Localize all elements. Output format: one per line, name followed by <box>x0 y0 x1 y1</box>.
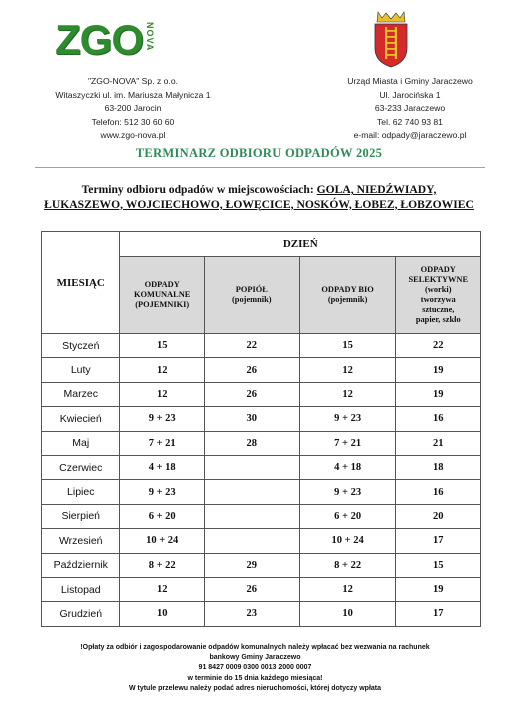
month-cell: Sierpień <box>42 504 120 528</box>
bio-cell: 4 + 18 <box>299 455 396 479</box>
day-column-header: DZIEŃ <box>120 232 481 257</box>
popiol-cell <box>204 480 299 504</box>
selektywne-cell: 19 <box>396 577 481 601</box>
popiol-cell: 26 <box>204 358 299 382</box>
office-phone: Tel. 62 740 93 81 <box>377 116 443 127</box>
office-postcode: 63-233 Jaraczewo <box>374 103 446 114</box>
col-header-selektywne <box>396 257 481 334</box>
title-divider <box>35 167 485 168</box>
bio-cell: 8 + 22 <box>299 553 396 577</box>
komunalne-cell: 10 + 24 <box>120 529 204 553</box>
month-cell: Czerwiec <box>42 455 120 479</box>
col-header-line: ODPADY BIO <box>321 285 374 294</box>
table-row <box>42 480 481 504</box>
zgo-nova-logo <box>55 16 155 64</box>
popiol-cell: 30 <box>204 407 299 431</box>
komunalne-cell: 9 + 23 <box>120 407 204 431</box>
bio-cell: 12 <box>299 577 396 601</box>
komunalne-cell: 12 <box>120 382 204 406</box>
table-row <box>42 382 481 406</box>
popiol-cell: 26 <box>204 577 299 601</box>
komunalne-cell: 10 <box>120 602 204 626</box>
month-column-header: MIESIĄC <box>42 232 120 334</box>
popiol-cell: 29 <box>204 553 299 577</box>
col-header-line: KOMUNALNE <box>134 290 191 299</box>
bio-cell: 9 + 23 <box>299 407 396 431</box>
month-cell: Luty <box>42 358 120 382</box>
popiol-cell: 22 <box>204 334 299 358</box>
table-row <box>42 455 481 479</box>
note-line: !Opłaty za odbiór i zagospodarowanie odpadów komunalnych należy wpłacać bez wezwania na rachunek <box>80 644 430 651</box>
company-postcode: 63-200 Jarocin <box>104 103 162 114</box>
company-website: www.zgo-nova.pl <box>100 130 166 141</box>
selektywne-cell: 18 <box>396 455 481 479</box>
subtitle <box>0 183 518 212</box>
company-name: "ZGO-NOVA" Sp. z o.o. <box>88 76 178 86</box>
office-email: e-mail: odpady@jaraczewo.pl <box>353 130 467 141</box>
selektywne-cell: 16 <box>396 407 481 431</box>
selektywne-cell: 22 <box>396 334 481 358</box>
col-header-line: (pojemnik) <box>232 295 272 304</box>
col-header-line: POPIÓŁ <box>235 285 268 294</box>
coat-of-arms-icon <box>372 10 410 68</box>
note-line: bankowy Gminy Jaraczewo <box>209 654 301 662</box>
col-header-line: tworzywa <box>420 295 456 304</box>
komunalne-cell: 7 + 21 <box>120 431 204 455</box>
collection-schedule-table <box>41 231 481 627</box>
selektywne-cell: 17 <box>396 529 481 553</box>
table-row <box>42 577 481 601</box>
subtitle-places-1: GOLA, NIEDŹWIADY, <box>316 183 437 196</box>
popiol-cell: 26 <box>204 382 299 406</box>
logo-text: ZGO <box>55 16 143 63</box>
month-cell: Lipiec <box>42 480 120 504</box>
office-street: Ul. Jarocińska 1 <box>379 89 441 100</box>
bio-cell: 10 <box>299 602 396 626</box>
subtitle-prefix: Terminy odbioru odpadów w miejscowościach: <box>81 183 314 196</box>
month-cell: Kwiecień <box>42 407 120 431</box>
subtitle-places-2: ŁUKASZEWO, WOJCIECHOWO, ŁOWĘCICE, NOSKÓW, ŁOBEZ, ŁOBZOWIEC <box>44 197 474 211</box>
selektywne-cell: 21 <box>396 431 481 455</box>
office-address <box>305 75 515 143</box>
col-header-line: (pojemnik) <box>327 295 368 304</box>
col-header-komunalne <box>120 257 204 334</box>
selektywne-cell: 19 <box>396 382 481 406</box>
selektywne-cell: 20 <box>396 504 481 528</box>
table-row <box>42 407 481 431</box>
table-row <box>42 504 481 528</box>
page-title: TERMINARZ ODBIORU ODPADÓW 2025 <box>135 146 383 160</box>
month-cell: Wrzesień <box>42 529 120 553</box>
col-header-line: sztuczne, <box>422 305 455 314</box>
col-header-line: papier, szkło <box>415 315 461 324</box>
komunalne-cell: 9 + 23 <box>120 480 204 504</box>
month-cell: Marzec <box>42 382 120 406</box>
popiol-cell: 28 <box>204 431 299 455</box>
company-address <box>28 75 238 143</box>
col-header-line: (worki) <box>424 285 452 294</box>
table-row <box>42 553 481 577</box>
note-line: w terminie do 15 dnia każdego miesiąca! <box>187 674 323 682</box>
popiol-cell <box>204 504 299 528</box>
popiol-cell <box>204 455 299 479</box>
company-street: Witaszyczki ul. im. Mariusza Małynicza 1 <box>55 89 211 100</box>
popiol-cell <box>204 529 299 553</box>
bio-cell: 12 <box>299 358 396 382</box>
table-row <box>42 358 481 382</box>
bio-cell: 7 + 21 <box>299 431 396 455</box>
col-header-line: ODPADY <box>144 280 180 289</box>
komunalne-cell: 15 <box>120 334 204 358</box>
bio-cell: 6 + 20 <box>299 504 396 528</box>
month-cell: Styczeń <box>42 334 120 358</box>
selektywne-cell: 16 <box>396 480 481 504</box>
komunalne-cell: 6 + 20 <box>120 504 204 528</box>
bank-account-number: 91 8427 0009 0300 0013 2000 0007 <box>198 664 312 672</box>
col-header-line: ODPADY <box>420 265 456 274</box>
komunalne-cell: 8 + 22 <box>120 553 204 577</box>
popiol-cell: 23 <box>204 602 299 626</box>
month-cell: Grudzień <box>42 602 120 626</box>
payment-note <box>30 643 480 694</box>
col-header-line: SELEKTYWNE <box>408 275 469 284</box>
bio-cell: 15 <box>299 334 396 358</box>
selektywne-cell: 15 <box>396 553 481 577</box>
table-row <box>42 334 481 358</box>
selektywne-cell: 17 <box>396 602 481 626</box>
office-name: Urząd Miasta i Gminy Jaraczewo <box>347 76 473 86</box>
col-header-popiol <box>204 257 299 334</box>
bio-cell: 10 + 24 <box>299 529 396 553</box>
table-row <box>42 529 481 553</box>
col-header-line: (POJEMNIKI) <box>135 300 190 309</box>
bio-cell: 12 <box>299 382 396 406</box>
month-cell: Maj <box>42 431 120 455</box>
komunalne-cell: 4 + 18 <box>120 455 204 479</box>
col-header-bio <box>299 257 396 334</box>
month-cell: Październik <box>42 553 120 577</box>
komunalne-cell: 12 <box>120 358 204 382</box>
bio-cell: 9 + 23 <box>299 480 396 504</box>
note-line: W tytule przelewu należy podać adres nieruchomości, której dotyczy wpłata <box>128 684 382 692</box>
selektywne-cell: 19 <box>396 358 481 382</box>
month-cell: Listopad <box>42 577 120 601</box>
company-phone: Telefon: 512 30 60 60 <box>91 116 175 127</box>
logo-side-text: NOVA <box>145 22 155 52</box>
table-row <box>42 602 481 626</box>
komunalne-cell: 12 <box>120 577 204 601</box>
table-row <box>42 431 481 455</box>
